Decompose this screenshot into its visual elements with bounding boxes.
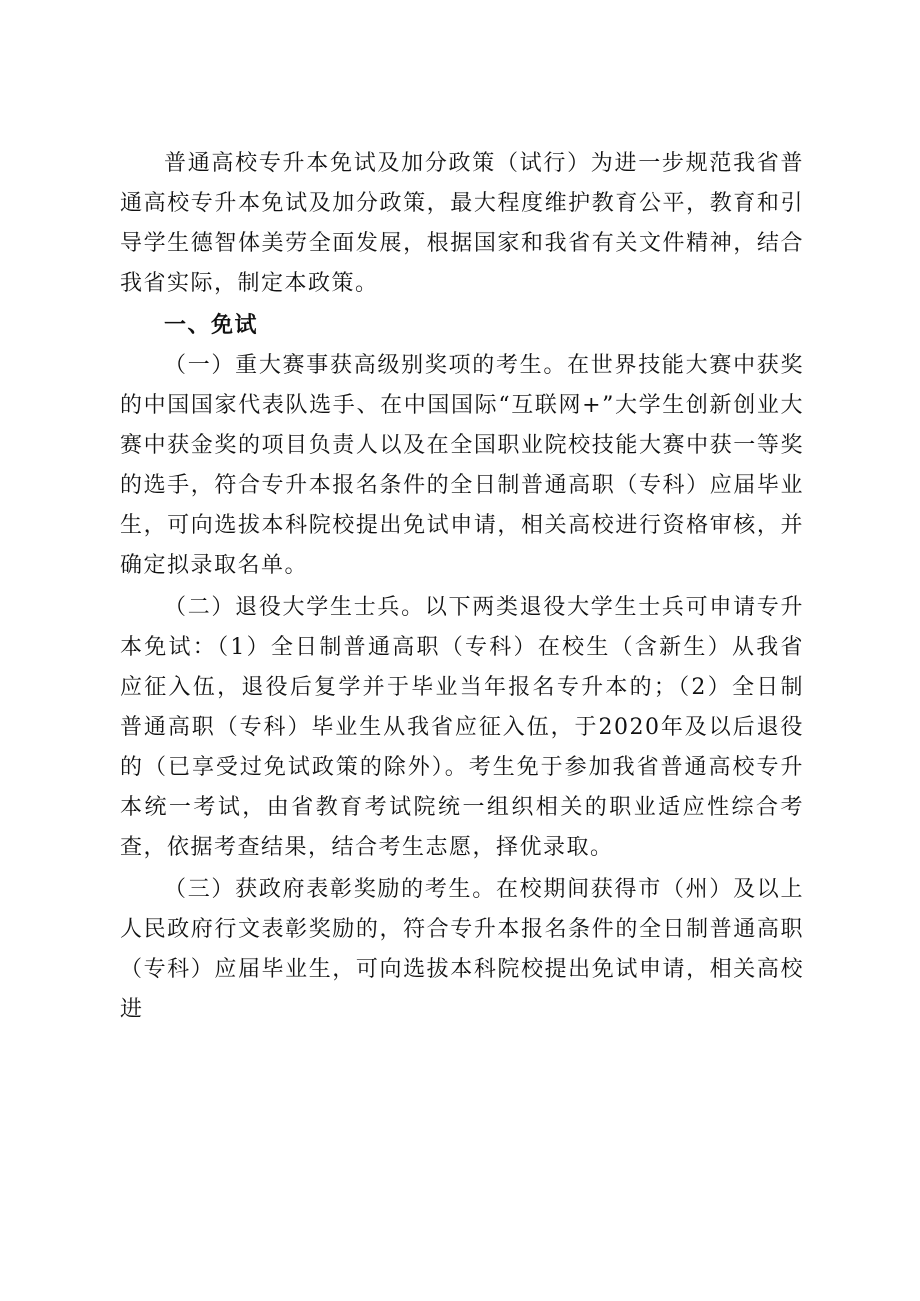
intro-paragraph: 普通高校专升本免试及加分政策（试行）为进一步规范我省普通高校专升本免试及加分政策，最大程度维护教育公平，教育和引导学生德智体美劳全面发展，根据国家和我省有关文件精神，结合我省实际，制定本政策。 <box>120 151 804 296</box>
item-2-paragraph: （二）退役大学生士兵。以下两类退役大学生士兵可申请专升本免试：（1）全日制普通高职（专科）在校生（含新生）从我省应征入伍，退役后复学并于毕业当年报名专升本的；（2）全日制普通高职（专科）毕业生从我省应征入伍，于2020年及以后退役的（已享受过免试政策的除外）。考生免于参加我省普通高校专升本统一考试，由省教育考试院统一组织相关的职业适应性综合考查，依据考查结果，结合考生志愿，择优录取。 <box>120 595 804 860</box>
document-body <box>120 144 804 1030</box>
item-3-paragraph: （三）获政府表彰奖励的考生。在校期间获得市（州）及以上人民政府行文表彰奖励的，符合专升本报名条件的全日制普通高职（专科）应届毕业生，可向选拔本科院校提出免试申请，相关高校进 <box>120 877 804 1022</box>
section-heading-exemption: 一、免试 <box>164 313 259 338</box>
item-1-paragraph: （一）重大赛事获高级别奖项的考生。在世界技能大赛中获奖的中国国家代表队选手、在中国国际“互联网+”大学生创新创业大赛中获金奖的项目负责人以及在全国职业院校技能大赛中获一等奖的选手，符合专升本报名条件的全日制普通高职（专科）应届毕业生，可向选拔本科院校提出免试申请，相关高校进行资格审核，并确定拟录取名单。 <box>120 353 804 578</box>
